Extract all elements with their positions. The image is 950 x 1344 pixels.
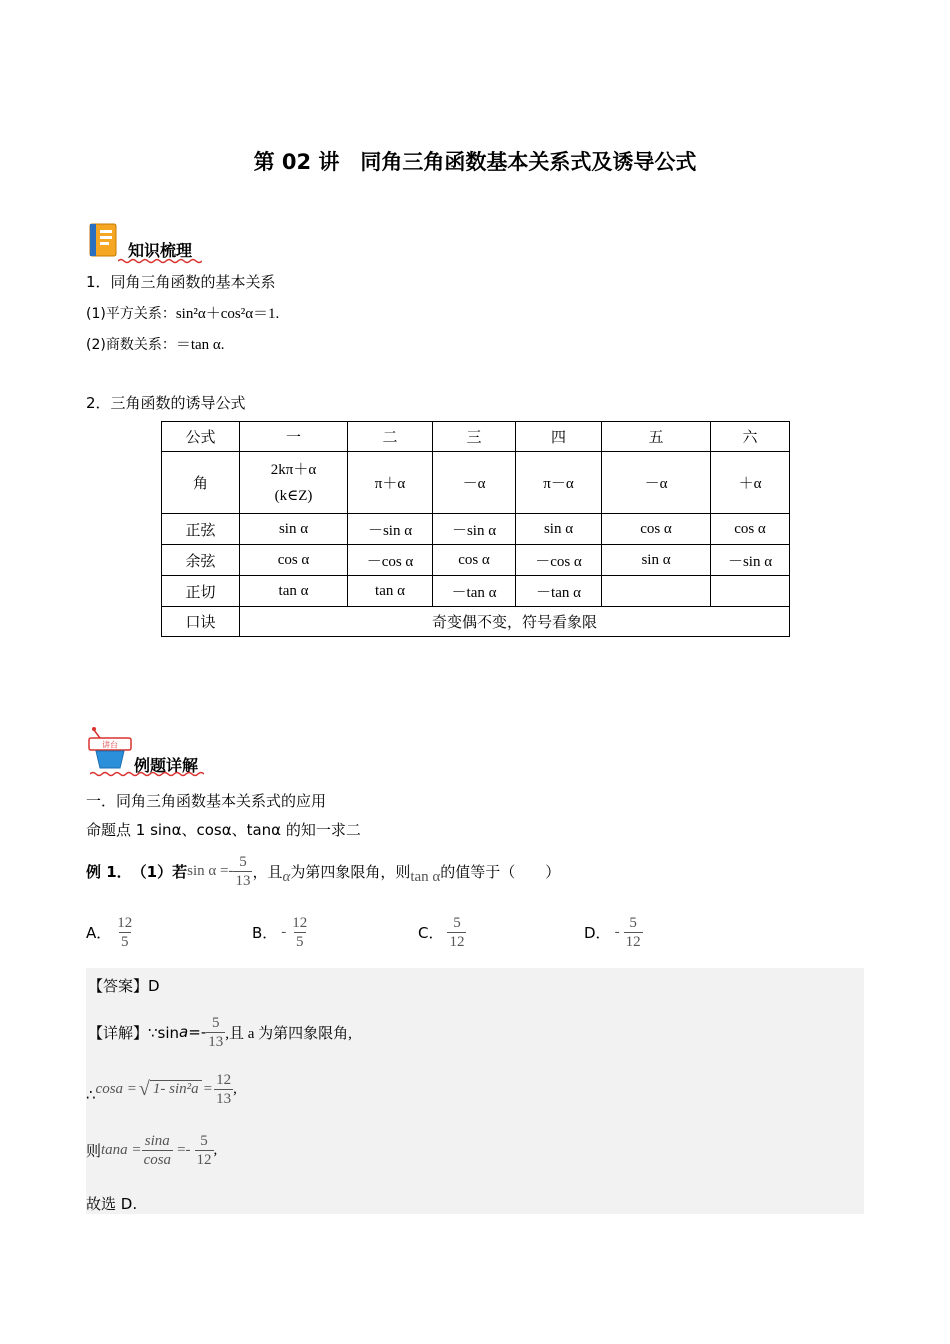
- table-row: [162, 514, 790, 545]
- book-icon: [88, 222, 122, 260]
- heading-induction: 2．三角函数的诱导公式: [86, 394, 246, 412]
- wavy-underline: [118, 258, 202, 264]
- page-title: 第 02 讲 同角三角函数基本关系式及诱导公式: [253, 150, 697, 174]
- table-cell: －α: [433, 452, 516, 514]
- table-cell: 2kπ＋α (k∈Z): [240, 452, 348, 514]
- option-c[interactable]: C． $\frac{5}{12}$: [418, 914, 465, 950]
- table-row: [162, 576, 790, 607]
- table-cell: sin α: [602, 545, 711, 576]
- table-header: 五: [602, 422, 711, 452]
- mnemonic-cell: 奇变偶不变，符号看象限: [240, 607, 790, 637]
- table-row: [162, 545, 790, 576]
- table-cell: cos α: [433, 545, 516, 576]
- table-cell: sin α: [516, 514, 602, 545]
- podium-icon: [86, 724, 134, 772]
- table-row: [162, 607, 790, 637]
- row-label: 正切: [162, 576, 240, 607]
- table-header: 三: [433, 422, 516, 452]
- table-cell: cos α: [240, 545, 348, 576]
- table-header: 四: [516, 422, 602, 452]
- quotient-relation: (2)商数关系：＝tan α.: [86, 337, 225, 353]
- table-cell: ＋α: [711, 452, 790, 514]
- table-cell: π＋α: [348, 452, 433, 514]
- table-header: 公式: [162, 422, 240, 452]
- table-header: 六: [711, 422, 790, 452]
- svg-text:讲台: 讲台: [102, 740, 118, 750]
- table-cell: cos α: [711, 514, 790, 545]
- example-1-question: 例 1． （1）若 sin α =- $\frac{5}{13}$ ，且 α 为第四象限角，则 tan α 的值等于（ ）: [86, 853, 561, 889]
- option-b[interactable]: B． - $\frac{12}{5}$: [252, 914, 308, 950]
- table-cell: －cos α: [348, 545, 433, 576]
- induction-table: [161, 421, 790, 637]
- table-cell: tan α: [348, 576, 433, 607]
- table-cell: －tan α: [516, 576, 602, 607]
- table-cell: cos α: [602, 514, 711, 545]
- table-cell: －cos α: [516, 545, 602, 576]
- table-cell: －sin α: [433, 514, 516, 545]
- heading-basic-relation: 1．同角三角函数的基本关系: [86, 273, 276, 291]
- row-label: 余弦: [162, 545, 240, 576]
- option-a[interactable]: A． $\frac{12}{5}$: [86, 914, 133, 950]
- table-cell: [602, 576, 711, 607]
- table-row: [162, 452, 790, 514]
- answer-line: 【答案】D: [88, 977, 160, 995]
- row-label: 口诀: [162, 607, 240, 637]
- table-cell: π－α: [516, 452, 602, 514]
- subheading-knowone: 命题点 1 sinα、cosα、tanα 的知一求二: [86, 821, 361, 839]
- table-cell: [711, 576, 790, 607]
- section-badge-examples: 例题详解: [134, 756, 199, 775]
- wavy-underline: [90, 771, 204, 777]
- table-cell: sin α: [240, 514, 348, 545]
- detail-line: 【详解】∵sin a =- $\frac{5}{13}$ ,且 a 为第四象限角,: [88, 1014, 352, 1050]
- table-header: 一: [240, 422, 348, 452]
- table-row: [162, 422, 790, 452]
- option-d[interactable]: D． - $\frac{5}{12}$: [584, 914, 641, 950]
- table-cell: －tan α: [433, 576, 516, 607]
- table-cell: －α: [602, 452, 711, 514]
- cos-derivation: ∴ cosa = √ 1- sin²a = $\frac{12}{13}$ ,: [86, 1071, 237, 1107]
- row-label: 正弦: [162, 514, 240, 545]
- table-header: 二: [348, 422, 433, 452]
- tan-derivation: 则 tana = $\frac{\sin a}{\cos a}$ =- $\frac{5}{12}$ ,: [86, 1132, 218, 1168]
- table-cell: tan α: [240, 576, 348, 607]
- square-relation: (1)平方关系：sin²α＋cos²α＝1.: [86, 306, 280, 322]
- section-badge-knowledge: 知识梳理: [128, 241, 193, 260]
- table-cell: －sin α: [348, 514, 433, 545]
- choose-line: 故选 D.: [86, 1195, 138, 1213]
- row-label: 角: [162, 452, 240, 514]
- heading-application: 一．同角三角函数基本关系式的应用: [86, 792, 327, 810]
- fraction: $\frac{5}{13}$: [235, 853, 251, 889]
- table-cell: －sin α: [711, 545, 790, 576]
